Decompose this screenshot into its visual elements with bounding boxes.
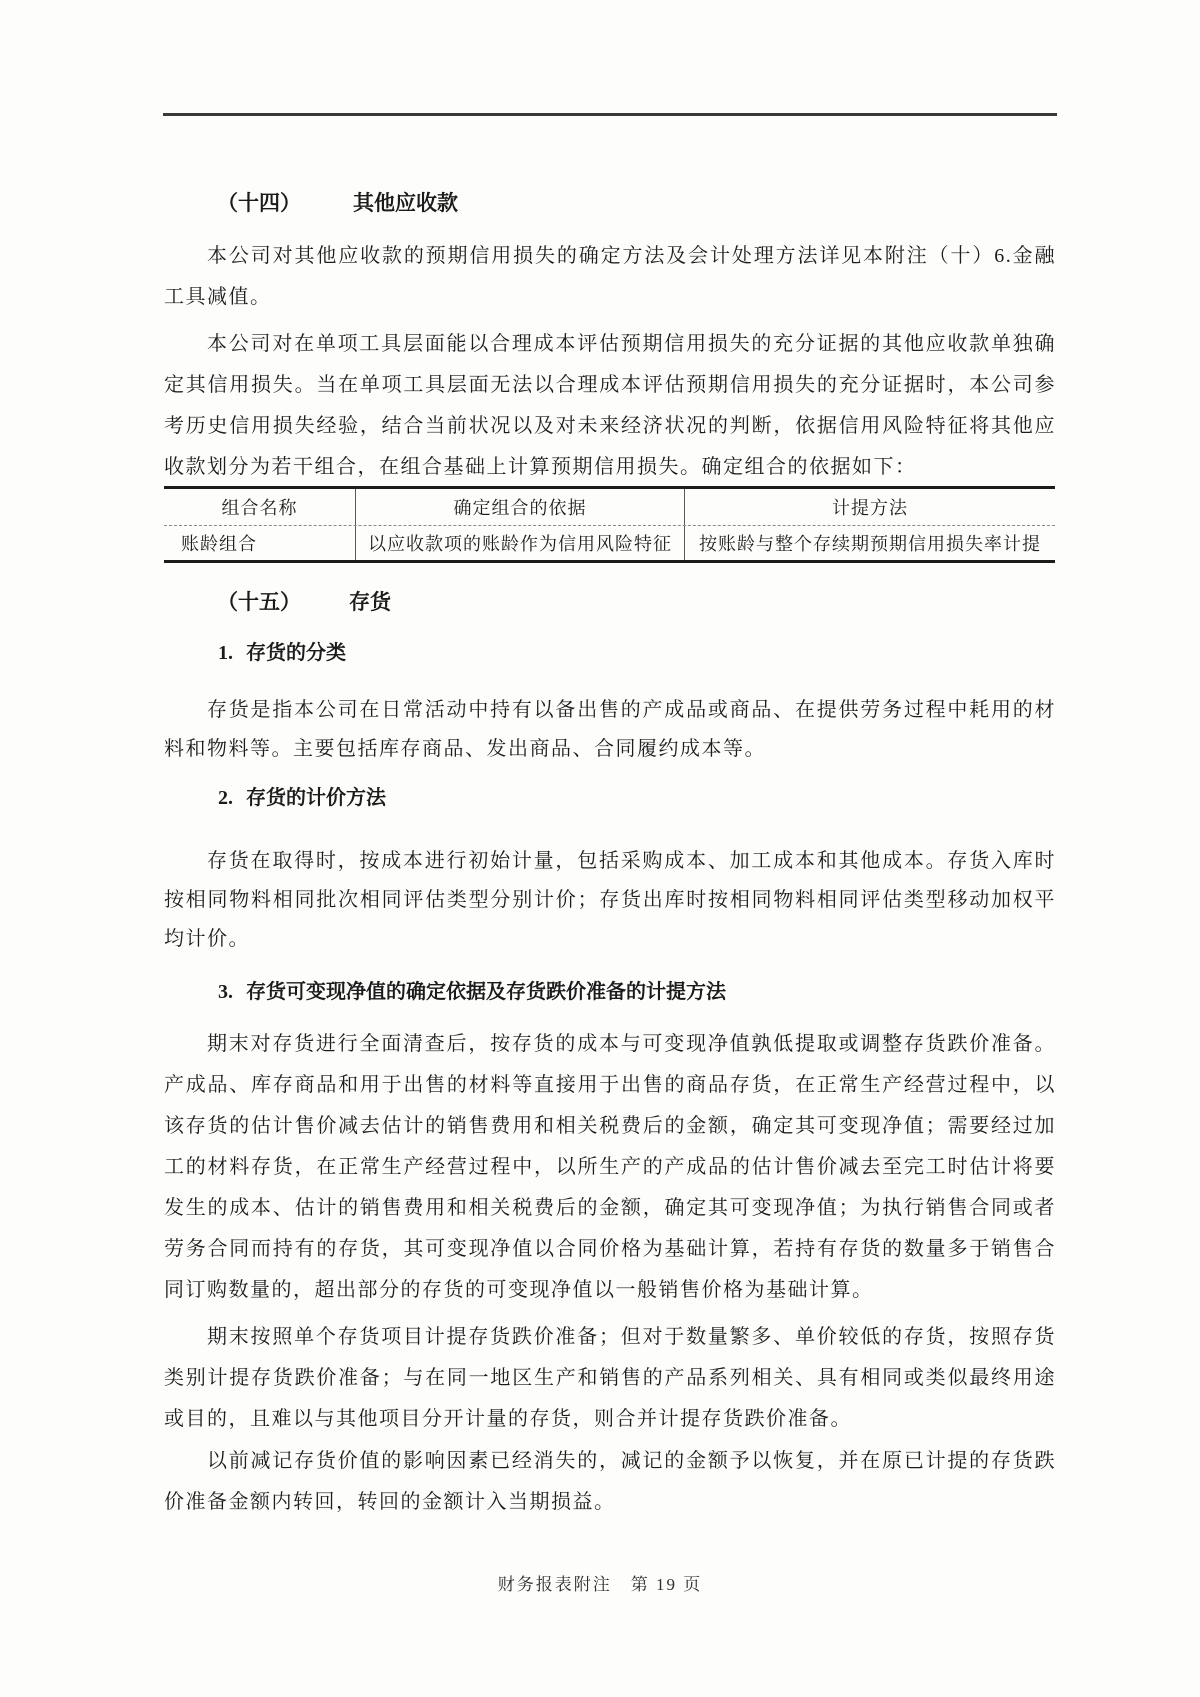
section-15-heading: [217, 587, 391, 617]
sub-heading-2: [218, 783, 386, 813]
table-header-provision-method: 计提方法: [832, 498, 908, 518]
provision-reversal-paragraph: 以前减记存货价值的影响因素已经消失的，减记的金额予以恢复，并在原已计提的存货跌价准备金额内转回，转回的金额计入当期损益。: [164, 1450, 1056, 1513]
sub-heading-1: [218, 638, 346, 668]
header-divider-rule: [163, 113, 1057, 116]
table-cell-provision-method: 按账龄与整个存续期预期信用损失率计提: [699, 534, 1041, 554]
table-row: [164, 526, 1055, 560]
inventory-classification-paragraph: 存货是指本公司在日常活动中持有以备出售的产成品或商品、在提供劳务过程中耗用的材料和物料等。主要包括库存商品、发出商品、合同履约成本等。: [164, 699, 1056, 760]
table-header-group-basis: 确定组合的依据: [355, 489, 685, 525]
sub-heading-1-title: 存货的分类: [246, 642, 346, 664]
sub-heading-2-title: 存货的计价方法: [246, 787, 386, 809]
section-14-paragraph-1: 本公司对其他应收款的预期信用损失的确定方法及会计处理方法详见本附注（十）6.金融工具减值。: [164, 245, 1056, 308]
section-14-paragraph-2: 本公司对在单项工具层面能以合理成本评估预期信用损失的充分证据的其他应收款单独确定其信用损失。当在单项工具层面无法以合理成本评估预期信用损失的充分证据时，本公司参考历史信用损失经验，结合当前状况以及对未来经济状况的判断，依据信用风险特征将其他应收款划分为若干组合，在组合基础上计算预期信用损失。确定组合的依据如下：: [164, 333, 1056, 478]
provision-by-item-paragraph: 期末按照单个存货项目计提存货跌价准备；但对于数量繁多、单价较低的存货，按照存货类别计提存货跌价准备；与在同一地区生产和销售的产品系列相关、具有相同或类似最终用途或目的，且难以与其他项目分开计量的存货，则合并计提存货跌价准备。: [164, 1326, 1056, 1430]
sub-heading-3: [218, 977, 726, 1007]
credit-loss-grouping-table: [164, 486, 1055, 563]
sub-heading-3-number: 3.: [218, 981, 233, 1003]
nrv-determination-paragraph: 期末对存货进行全面清查后，按存货的成本与可变现净值孰低提取或调整存货跌价准备。产成品、库存商品和用于出售的材料等直接用于出售的商品存货，在正常生产经营过程中，以该存货的估计售价减去估计的销售费用和相关税费后的金额，确定其可变现净值；需要经过加工的材料存货，在正常生产经营过程中，以所生产的产成品的估计售价减去至完工时估计将要发生的成本、估计的销售费用和相关税费后的金额，确定其可变现净值；为执行销售合同或者劳务合同而持有的存货，其可变现净值以合同价格为基础计算，若持有存货的数量多于销售合同订购数量的，超出部分的存货的可变现净值以一般销售价格为基础计算。: [164, 1033, 1056, 1301]
table-cell-group-basis: 以应收款项的账龄作为信用风险特征: [355, 526, 685, 560]
table-header-group-name: 组合名称: [221, 498, 298, 518]
table-cell-group-name: 账龄组合: [181, 534, 257, 554]
section-15-number: （十五）: [217, 590, 301, 614]
sub-heading-3-title: 存货可变现净值的确定依据及存货跌价准备的计提方法: [246, 981, 726, 1003]
section-15-title: 存货: [349, 590, 391, 614]
section-14-heading: [217, 188, 458, 218]
page-footer: 财务报表附注 第 19 页: [497, 1575, 703, 1594]
sub-heading-2-number: 2.: [218, 787, 233, 809]
section-14-number: （十四）: [217, 191, 301, 215]
sub-heading-1-number: 1.: [218, 642, 233, 664]
inventory-valuation-paragraph: 存货在取得时，按成本进行初始计量，包括采购成本、加工成本和其他成本。存货入库时按相同物料相同批次相同评估类型分别计价；存货出库时按相同物料相同评估类型移动加权平均计价。: [164, 850, 1056, 950]
table-header-row: [164, 489, 1055, 526]
section-14-title: 其他应收款: [353, 191, 458, 215]
